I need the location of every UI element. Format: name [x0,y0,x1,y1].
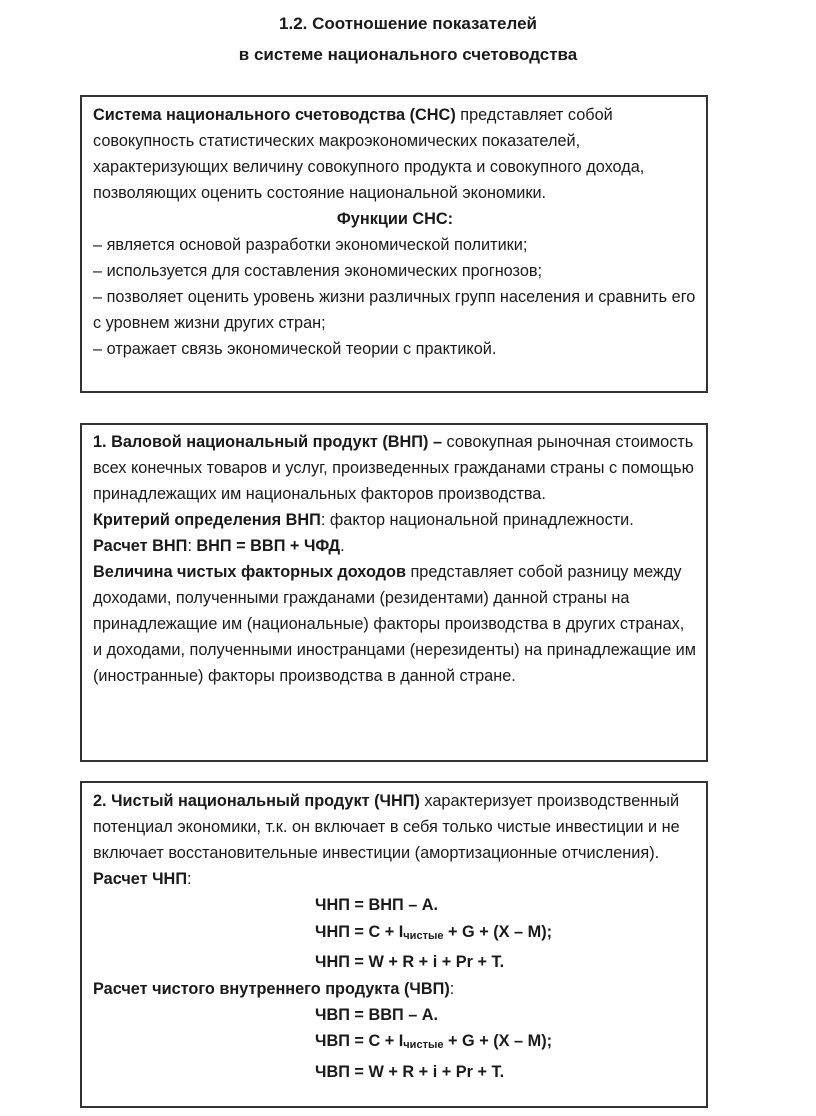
function-item: – позволяет оценить уровень жизни различных групп населения и сравнить его с уровнем жизни других стран; [93,288,696,332]
nfi-term: Величина чистых факторных доходов [93,563,406,581]
ndp-formula: ЧВП = ВВП – А. [315,1005,439,1024]
vnp-criterion-label: Критерий определения ВНП [93,511,321,529]
vnp-definition [93,429,697,507]
ndp-formula-subscript: чистые [403,1039,444,1051]
nnp-calc-label: Расчет ЧНП [93,870,188,888]
nnp-formula [93,919,697,950]
nnp-calc-colon: : [187,870,192,888]
ndp-formula [93,1028,697,1059]
vnp-calculation [93,533,697,559]
ndp-heading-text: Расчет чистого внутреннего продукта (ЧВП) [93,979,450,998]
vnp-criterion [93,507,697,533]
vnp-calc-sep: : [187,537,197,555]
ndp-formula-part: ЧВП = C + I [315,1032,404,1050]
function-item: – является основой разработки экономической политики; [93,236,528,254]
ndp-heading-colon: : [449,979,455,998]
title-line-1: 1.2. Соотношение показателей [279,14,537,33]
ndp-formula-part: + G + (X – M); [443,1032,553,1050]
nnp-formula: ЧНП = W + R + i + Pr + T. [315,953,505,971]
nnp-formula: ЧНП = ВНП – А. [315,896,439,914]
ndp-heading [93,976,697,1002]
vnp-calc-formula: ВНП = ВВП + ЧФД [196,537,341,555]
sns-box [80,95,708,393]
nfi-definition [93,559,697,689]
page-title [0,8,816,70]
function-item: – используется для составления экономических прогнозов; [93,262,543,280]
function-item: – отражает связь экономической теории с практикой. [93,340,497,358]
nnp-formula-part: ЧНП = C + I [315,922,404,941]
vnp-term: 1. Валовой национальный продукт (ВНП) – [93,433,443,451]
vnp-calc-label: Расчет ВНП [93,537,188,555]
nnp-formula-subscript: чистые [403,929,444,942]
nnp-formula-part: + G + (X – M); [443,922,553,941]
vnp-calc-end: . [340,537,345,555]
sns-term: Система национального счетоводства (СНС) [93,106,456,124]
sns-definition [93,102,697,206]
vnp-box [80,423,708,762]
nfi-text: представляет собой разницу между доходами, полученными гражданами (резидентами) данной страны на принадлежащие им (национальные) факторы производства в других странах, и доходами, полученными иностранцами (нерезиденты) на принадлежащие им (иностранные) факторы производства в данной стране. [93,563,696,685]
nnp-term: 2. Чистый национальный продукт (ЧНП) [93,792,420,810]
nnp-box [80,781,708,1108]
title-line-2: в системе национального счетоводства [238,45,578,64]
vnp-definition-text: совокупная рыночная стоимость всех конечных товаров и услуг, произведенных гражданами страны с помощью принадлежащих им национальных факторов производства. [93,433,694,503]
nnp-definition [93,788,697,892]
sns-definition-text: представляет собой совокупность статистических макроэкономических показателей, характеризующих величину совокупного продукта и совокупного дохода, позволяющих оценить состояние национальной экономики. [93,106,645,202]
nnp-definition-text: характеризует производственный потенциал экономики, т.к. он включает в себя только чистые инвестиции и не включает восстановительные инвестиции (амортизационные отчисления). [93,792,680,862]
vnp-criterion-text: : фактор национальной принадлежности. [320,511,634,529]
functions-heading-text: Функции СНС: [336,210,454,228]
functions-heading [93,206,697,232]
ndp-formula: ЧВП = W + R + i + Pr + T. [315,1062,505,1081]
